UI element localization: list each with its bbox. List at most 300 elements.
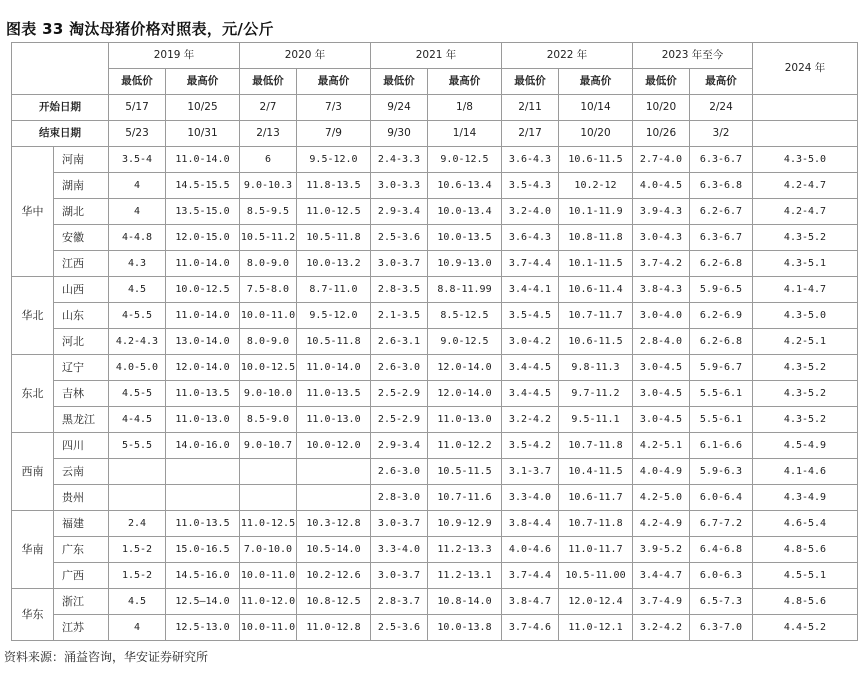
price-cell: 11.0-12.0 — [240, 589, 297, 615]
price-cell: 2.4 — [109, 511, 166, 537]
price-cell: 10.0-13.4 — [428, 199, 502, 225]
table-row — [12, 277, 858, 303]
empty-cell — [753, 95, 858, 121]
price-cell: 11.0-12.8 — [297, 615, 371, 641]
price-cell: 12.0-12.4 — [559, 589, 633, 615]
low-price-header: 最低价 — [633, 69, 690, 95]
table-row — [12, 589, 858, 615]
region-label: 华南 — [12, 511, 54, 589]
province-label: 辽宁 — [54, 355, 109, 381]
price-cell: 3.2-4.2 — [502, 407, 559, 433]
price-cell: 2.5-2.9 — [371, 407, 428, 433]
price-cell: 9.5-12.0 — [297, 147, 371, 173]
price-cell: 5.5-6.1 — [690, 381, 753, 407]
price-cell: 14.0-16.0 — [166, 433, 240, 459]
price-cell: 11.0-13.5 — [297, 381, 371, 407]
date-cell: 10/25 — [166, 95, 240, 121]
price-cell: 10.0-13.5 — [428, 225, 502, 251]
price-cell: 3.0-4.2 — [502, 329, 559, 355]
price-cell: 2.6-3.0 — [371, 459, 428, 485]
price-cell: 3.0-4.5 — [633, 381, 690, 407]
end-date-row — [12, 121, 858, 147]
price-cell: 8.0-9.0 — [240, 329, 297, 355]
price-cell: 6.5-7.3 — [690, 589, 753, 615]
year-header: 2023 年至今 — [633, 43, 753, 69]
price-cell: 11.0-14.0 — [297, 355, 371, 381]
end-date-row-label: 结束日期 — [12, 121, 109, 147]
price-cell: 2.8-3.7 — [371, 589, 428, 615]
header-corner — [12, 43, 109, 95]
price-cell: 10.0-12.0 — [297, 433, 371, 459]
price-cell: 8.5-9.5 — [240, 199, 297, 225]
price-cell: 4.3-5.1 — [753, 251, 858, 277]
price-cell: 4.1-4.6 — [753, 459, 858, 485]
low-price-header: 最低价 — [109, 69, 166, 95]
price-cell: 10.3-12.8 — [297, 511, 371, 537]
price-cell: 9.7-11.2 — [559, 381, 633, 407]
price-cell: 4.3-5.2 — [753, 355, 858, 381]
year-header: 2021 年 — [371, 43, 502, 69]
price-cell: 12.5—14.0 — [166, 589, 240, 615]
price-cell: 2.6-3.0 — [371, 355, 428, 381]
figure-title: 图表 33 淘汰母猪价格对照表，元/公斤 — [6, 20, 274, 38]
price-cell: 4-4.5 — [109, 407, 166, 433]
price-cell: 3.1-3.7 — [502, 459, 559, 485]
price-cell: 3.4-4.7 — [633, 563, 690, 589]
date-cell: 9/30 — [371, 121, 428, 147]
price-cell: 9.5-11.1 — [559, 407, 633, 433]
table-row — [12, 329, 858, 355]
price-cell: 10.4-11.5 — [559, 459, 633, 485]
price-cell: 10.6-13.4 — [428, 173, 502, 199]
date-cell: 10/14 — [559, 95, 633, 121]
province-label: 云南 — [54, 459, 109, 485]
price-cell: 11.0-11.7 — [559, 537, 633, 563]
date-cell: 5/23 — [109, 121, 166, 147]
date-cell: 2/13 — [240, 121, 297, 147]
table-row — [12, 563, 858, 589]
price-cell: 4.3-5.0 — [753, 147, 858, 173]
price-cell: 12.0-14.0 — [428, 381, 502, 407]
table-row — [12, 173, 858, 199]
price-cell: 8.5-12.5 — [428, 303, 502, 329]
date-cell: 1/14 — [428, 121, 502, 147]
price-cell: 4.3-4.9 — [753, 485, 858, 511]
price-cell: 4.8-5.6 — [753, 537, 858, 563]
province-label: 吉林 — [54, 381, 109, 407]
price-cell: 3.4-4.5 — [502, 355, 559, 381]
price-cell: 6.3-6.7 — [690, 147, 753, 173]
table-row — [12, 407, 858, 433]
price-cell: 11.0-14.0 — [166, 251, 240, 277]
price-cell: 9.0-10.3 — [240, 173, 297, 199]
price-cell: 10.8-12.5 — [297, 589, 371, 615]
price-cell: 2.8-3.5 — [371, 277, 428, 303]
price-cell: 2.4-3.3 — [371, 147, 428, 173]
price-cell: 6.2-6.9 — [690, 303, 753, 329]
price-cell: 10.1-11.9 — [559, 199, 633, 225]
price-cell: 10.7-11.7 — [559, 303, 633, 329]
province-label: 河北 — [54, 329, 109, 355]
price-cell: 10.0-12.5 — [166, 277, 240, 303]
price-cell: 4 — [109, 199, 166, 225]
price-cell: 4.3-5.0 — [753, 303, 858, 329]
price-cell: 9.0-10.7 — [240, 433, 297, 459]
price-cell: 3.6-4.3 — [502, 225, 559, 251]
price-cell: 10.5-11.8 — [297, 225, 371, 251]
start-date-row-label: 开始日期 — [12, 95, 109, 121]
price-cell: 10.0-12.5 — [240, 355, 297, 381]
price-cell: 9.8-11.3 — [559, 355, 633, 381]
region-label: 华中 — [12, 147, 54, 277]
price-cell: 4.8-5.6 — [753, 589, 858, 615]
price-cell: 10.2-12.6 — [297, 563, 371, 589]
date-cell: 10/31 — [166, 121, 240, 147]
province-label: 山西 — [54, 277, 109, 303]
price-cell: 2.6-3.1 — [371, 329, 428, 355]
price-cell: 4.5-5.1 — [753, 563, 858, 589]
high-price-header: 最高价 — [297, 69, 371, 95]
price-cell: 9.5-12.0 — [297, 303, 371, 329]
province-label: 广东 — [54, 537, 109, 563]
table-row — [12, 199, 858, 225]
empty-cell — [753, 121, 858, 147]
price-cell: 10.0-11.0 — [240, 615, 297, 641]
date-cell: 2/24 — [690, 95, 753, 121]
price-cell: 10.0-11.0 — [240, 563, 297, 589]
price-cell: 10.1-11.5 — [559, 251, 633, 277]
province-label: 四川 — [54, 433, 109, 459]
price-cell: 10.7-11.8 — [559, 433, 633, 459]
high-price-header: 最高价 — [559, 69, 633, 95]
price-cell: 3.3-4.0 — [502, 485, 559, 511]
price-cell: 4.3-5.2 — [753, 407, 858, 433]
province-label: 福建 — [54, 511, 109, 537]
price-cell: 11.0-12.2 — [428, 433, 502, 459]
price-cell: 4.6-5.4 — [753, 511, 858, 537]
price-cell: 4.4-5.2 — [753, 615, 858, 641]
table-row — [12, 511, 858, 537]
price-cell: 12.0-14.0 — [428, 355, 502, 381]
low-price-header: 最低价 — [502, 69, 559, 95]
price-cell: 11.0-13.0 — [166, 407, 240, 433]
date-cell: 10/20 — [633, 95, 690, 121]
price-cell: 4.0-4.9 — [633, 459, 690, 485]
price-cell: 10.0-13.8 — [428, 615, 502, 641]
date-cell: 9/24 — [371, 95, 428, 121]
price-cell — [240, 485, 297, 511]
region-label: 华北 — [12, 277, 54, 355]
price-cell: 3.5-4.2 — [502, 433, 559, 459]
price-cell: 5.9-6.7 — [690, 355, 753, 381]
price-cell: 10.5-11.8 — [297, 329, 371, 355]
price-cell: 4.5 — [109, 277, 166, 303]
price-cell: 11.0-12.5 — [297, 199, 371, 225]
price-cell: 4.2-4.7 — [753, 199, 858, 225]
province-label: 贵州 — [54, 485, 109, 511]
price-cell: 7.5-8.0 — [240, 277, 297, 303]
price-cell: 6.4-6.8 — [690, 537, 753, 563]
price-cell: 11.0-13.0 — [297, 407, 371, 433]
price-cell: 12.0-15.0 — [166, 225, 240, 251]
price-cell: 3.7-4.4 — [502, 563, 559, 589]
price-cell: 3.0-3.7 — [371, 251, 428, 277]
date-cell: 5/17 — [109, 95, 166, 121]
price-cell: 10.9-13.0 — [428, 251, 502, 277]
price-cell — [166, 485, 240, 511]
price-cell: 6.2-6.7 — [690, 199, 753, 225]
start-date-row — [12, 95, 858, 121]
price-cell: 2.5-3.6 — [371, 615, 428, 641]
table-row — [12, 303, 858, 329]
price-cell: 3.4-4.1 — [502, 277, 559, 303]
price-cell: 4.5-5 — [109, 381, 166, 407]
province-label: 浙江 — [54, 589, 109, 615]
high-price-header: 最高价 — [166, 69, 240, 95]
province-label: 山东 — [54, 303, 109, 329]
price-cell: 2.5-2.9 — [371, 381, 428, 407]
price-cell: 11.0-14.0 — [166, 303, 240, 329]
low-price-header: 最低价 — [371, 69, 428, 95]
table-row — [12, 225, 858, 251]
price-cell: 3.7-4.4 — [502, 251, 559, 277]
price-cell: 3.5-4.5 — [502, 303, 559, 329]
date-cell: 7/3 — [297, 95, 371, 121]
price-cell: 3.8-4.3 — [633, 277, 690, 303]
price-cell: 11.2-13.3 — [428, 537, 502, 563]
price-cell: 3.9-4.3 — [633, 199, 690, 225]
price-cell: 3.2-4.2 — [633, 615, 690, 641]
price-cell: 2.5-3.6 — [371, 225, 428, 251]
price-cell — [166, 459, 240, 485]
price-cell: 3.0-4.0 — [633, 303, 690, 329]
price-cell: 3.0-4.3 — [633, 225, 690, 251]
date-cell: 10/26 — [633, 121, 690, 147]
date-cell: 7/9 — [297, 121, 371, 147]
price-cell: 14.5-16.0 — [166, 563, 240, 589]
date-cell: 1/8 — [428, 95, 502, 121]
price-cell: 4 — [109, 173, 166, 199]
price-cell: 12.5-13.0 — [166, 615, 240, 641]
header-row-price-type — [12, 69, 858, 95]
price-cell: 6.1-6.6 — [690, 433, 753, 459]
price-cell: 4.0-4.6 — [502, 537, 559, 563]
price-cell: 6.7-7.2 — [690, 511, 753, 537]
price-cell: 10.7-11.8 — [559, 511, 633, 537]
region-label: 西南 — [12, 433, 54, 511]
price-cell: 3.3-4.0 — [371, 537, 428, 563]
price-cell: 5-5.5 — [109, 433, 166, 459]
price-cell: 2.1-3.5 — [371, 303, 428, 329]
price-cell: 4.3-5.2 — [753, 381, 858, 407]
province-label: 江西 — [54, 251, 109, 277]
price-cell: 3.0-3.7 — [371, 511, 428, 537]
price-cell: 8.7-11.0 — [297, 277, 371, 303]
price-cell: 4.0-4.5 — [633, 173, 690, 199]
price-cell: 4-5.5 — [109, 303, 166, 329]
price-cell: 10.5-11.2 — [240, 225, 297, 251]
high-price-header: 最高价 — [428, 69, 502, 95]
price-cell: 10.6-11.7 — [559, 485, 633, 511]
region-label: 华东 — [12, 589, 54, 641]
price-cell: 3.2-4.0 — [502, 199, 559, 225]
price-cell: 8.8-11.99 — [428, 277, 502, 303]
price-cell: 9.0-10.0 — [240, 381, 297, 407]
year-header: 2019 年 — [109, 43, 240, 69]
header-row-years — [12, 43, 858, 69]
price-cell: 4.2-5.1 — [633, 433, 690, 459]
price-cell: 3.5-4.3 — [502, 173, 559, 199]
date-cell: 10/20 — [559, 121, 633, 147]
price-cell: 13.0-14.0 — [166, 329, 240, 355]
price-cell — [109, 459, 166, 485]
price-cell — [297, 459, 371, 485]
price-cell: 6.3-6.8 — [690, 173, 753, 199]
price-cell: 10.5-11.00 — [559, 563, 633, 589]
price-cell: 3.0-4.5 — [633, 355, 690, 381]
price-cell: 12.0-14.0 — [166, 355, 240, 381]
price-cell: 6 — [240, 147, 297, 173]
price-cell: 6.2-6.8 — [690, 251, 753, 277]
year-header-2024: 2024 年 — [753, 43, 858, 95]
price-cell: 2.8-4.0 — [633, 329, 690, 355]
high-price-header: 最高价 — [690, 69, 753, 95]
price-cell: 1.5-2 — [109, 537, 166, 563]
table-row — [12, 251, 858, 277]
table-row — [12, 433, 858, 459]
table-row — [12, 355, 858, 381]
price-cell: 11.0-12.5 — [240, 511, 297, 537]
price-cell: 10.0-13.2 — [297, 251, 371, 277]
table-row — [12, 147, 858, 173]
province-label: 黑龙江 — [54, 407, 109, 433]
price-cell: 4.2-5.1 — [753, 329, 858, 355]
price-cell: 6.0-6.4 — [690, 485, 753, 511]
price-cell: 4.5 — [109, 589, 166, 615]
price-cell: 4.2-4.3 — [109, 329, 166, 355]
low-price-header: 最低价 — [240, 69, 297, 95]
price-table — [11, 42, 858, 641]
price-cell: 3.0-3.3 — [371, 173, 428, 199]
price-cell: 10.8-11.8 — [559, 225, 633, 251]
table-row — [12, 537, 858, 563]
price-cell: 8.5-9.0 — [240, 407, 297, 433]
date-cell: 3/2 — [690, 121, 753, 147]
price-cell: 4.0-5.0 — [109, 355, 166, 381]
price-cell: 10.5-14.0 — [297, 537, 371, 563]
price-cell — [297, 485, 371, 511]
price-cell: 3.8-4.7 — [502, 589, 559, 615]
price-cell: 6.3-6.7 — [690, 225, 753, 251]
price-cell: 10.6-11.5 — [559, 147, 633, 173]
price-cell: 4.2-4.7 — [753, 173, 858, 199]
price-cell: 11.0-12.1 — [559, 615, 633, 641]
price-cell: 5.9-6.3 — [690, 459, 753, 485]
price-cell: 11.0-13.0 — [428, 407, 502, 433]
price-cell: 13.5-15.0 — [166, 199, 240, 225]
price-cell: 3.5-4 — [109, 147, 166, 173]
price-cell: 6.3-7.0 — [690, 615, 753, 641]
price-cell: 4-4.8 — [109, 225, 166, 251]
price-cell: 4.1-4.7 — [753, 277, 858, 303]
price-cell: 11.8-13.5 — [297, 173, 371, 199]
price-cell — [109, 485, 166, 511]
province-label: 湖北 — [54, 199, 109, 225]
price-cell: 4.2-5.0 — [633, 485, 690, 511]
price-cell: 10.6-11.4 — [559, 277, 633, 303]
price-cell: 10.7-11.6 — [428, 485, 502, 511]
price-cell: 2.7-4.0 — [633, 147, 690, 173]
date-cell: 2/11 — [502, 95, 559, 121]
region-label: 东北 — [12, 355, 54, 433]
price-cell: 3.6-4.3 — [502, 147, 559, 173]
price-cell: 10.9-12.9 — [428, 511, 502, 537]
price-cell: 5.5-6.1 — [690, 407, 753, 433]
price-cell: 7.0-10.0 — [240, 537, 297, 563]
price-cell: 1.5-2 — [109, 563, 166, 589]
province-label: 广西 — [54, 563, 109, 589]
price-cell: 6.2-6.8 — [690, 329, 753, 355]
price-cell: 15.0-16.5 — [166, 537, 240, 563]
price-cell: 2.9-3.4 — [371, 199, 428, 225]
province-label: 河南 — [54, 147, 109, 173]
price-cell: 10.2-12 — [559, 173, 633, 199]
price-cell — [240, 459, 297, 485]
price-cell: 9.0-12.5 — [428, 147, 502, 173]
price-cell: 4.5-4.9 — [753, 433, 858, 459]
price-cell: 2.9-3.4 — [371, 433, 428, 459]
price-cell: 10.5-11.5 — [428, 459, 502, 485]
date-cell: 2/7 — [240, 95, 297, 121]
price-cell: 3.9-5.2 — [633, 537, 690, 563]
year-header: 2020 年 — [240, 43, 371, 69]
province-label: 江苏 — [54, 615, 109, 641]
price-cell: 3.0-4.5 — [633, 407, 690, 433]
price-cell: 11.0-14.0 — [166, 147, 240, 173]
price-cell: 9.0-12.5 — [428, 329, 502, 355]
price-cell: 8.0-9.0 — [240, 251, 297, 277]
year-header: 2022 年 — [502, 43, 633, 69]
price-cell: 2.8-3.0 — [371, 485, 428, 511]
price-cell: 10.0-11.0 — [240, 303, 297, 329]
price-cell: 4.2-4.9 — [633, 511, 690, 537]
price-cell: 4.3 — [109, 251, 166, 277]
price-cell: 3.4-4.5 — [502, 381, 559, 407]
table-row — [12, 459, 858, 485]
price-cell: 3.7-4.9 — [633, 589, 690, 615]
price-cell: 11.0-13.5 — [166, 511, 240, 537]
table-row — [12, 485, 858, 511]
price-cell: 4 — [109, 615, 166, 641]
source-note: 资料来源：涌益咨询，华安证券研究所 — [4, 650, 209, 664]
price-cell: 5.9-6.5 — [690, 277, 753, 303]
province-label: 湖南 — [54, 173, 109, 199]
price-cell: 3.7-4.6 — [502, 615, 559, 641]
price-cell: 14.5-15.5 — [166, 173, 240, 199]
price-cell: 3.7-4.2 — [633, 251, 690, 277]
province-label: 安徽 — [54, 225, 109, 251]
table-row — [12, 615, 858, 641]
price-cell: 6.0-6.3 — [690, 563, 753, 589]
price-cell: 10.8-14.0 — [428, 589, 502, 615]
price-cell: 3.0-3.7 — [371, 563, 428, 589]
price-cell: 4.3-5.2 — [753, 225, 858, 251]
price-cell: 10.6-11.5 — [559, 329, 633, 355]
price-cell: 11.2-13.1 — [428, 563, 502, 589]
price-cell: 11.0-13.5 — [166, 381, 240, 407]
table-row — [12, 381, 858, 407]
date-cell: 2/17 — [502, 121, 559, 147]
